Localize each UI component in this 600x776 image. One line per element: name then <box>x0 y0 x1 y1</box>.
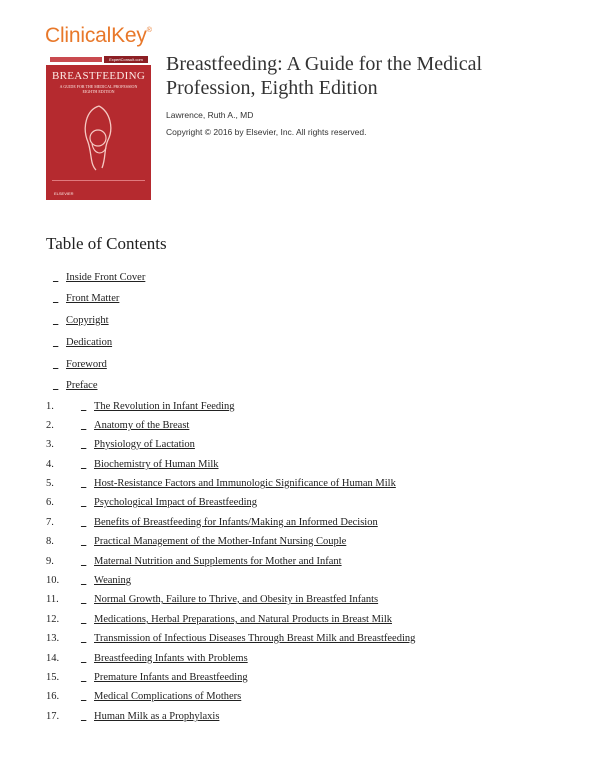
toc-bullet: _ <box>81 633 87 644</box>
cover-title: BREASTFEEDING <box>51 70 146 82</box>
toc-link-foreword[interactable]: Foreword <box>66 359 107 370</box>
book-author: Lawrence, Ruth A., MD <box>166 110 254 120</box>
toc-bullet: _ <box>53 272 59 283</box>
toc-bullet: _ <box>53 293 59 304</box>
chapter-number: 8. <box>46 536 54 547</box>
toc-bullet: _ <box>81 536 87 547</box>
chapter-link[interactable]: Psychological Impact of Breastfeeding <box>94 497 257 508</box>
chapter-link[interactable]: Medications, Herbal Preparations, and Natural Products in Breast Milk <box>94 614 393 625</box>
toc-bullet: _ <box>81 594 87 605</box>
cover-expertconsult-badge: ExpertConsult.com <box>104 56 148 63</box>
cover-edition-line: EIGHTH EDITION <box>82 89 115 94</box>
chapter-number: 12. <box>46 614 60 625</box>
chapter-number: 7. <box>46 517 54 528</box>
chapter-number: 13. <box>46 633 60 644</box>
chapter-number: 16. <box>46 691 60 702</box>
cover-subtitle <box>46 84 151 94</box>
chapter-link[interactable]: Human Milk as a Prophylaxis <box>94 711 220 722</box>
toc-link-preface[interactable]: Preface <box>66 380 98 391</box>
toc-bullet: _ <box>81 575 87 586</box>
book-copyright: Copyright © 2016 by Elsevier, Inc. All rights reserved. <box>166 127 367 137</box>
chapter-link[interactable]: Benefits of Breastfeeding for Infants/Making an Informed Decision <box>94 517 378 528</box>
chapter-link[interactable]: Physiology of Lactation <box>94 439 195 450</box>
chapter-number: 11. <box>46 594 59 605</box>
chapter-link[interactable]: Host-Resistance Factors and Immunologic Significance of Human Milk <box>94 478 396 489</box>
logo-text: ClinicalKey <box>45 24 147 47</box>
chapter-number: 4. <box>46 459 54 470</box>
cover-badge-strip <box>50 57 102 62</box>
toc-heading: Table of Contents <box>46 234 167 253</box>
clinicalkey-logo[interactable] <box>45 24 152 48</box>
toc-bullet: _ <box>81 614 87 625</box>
logo-registered-mark: ® <box>146 27 152 34</box>
book-cover-image <box>46 54 151 200</box>
chapter-link[interactable]: The Revolution in Infant Feeding <box>94 401 235 412</box>
chapter-number: 10. <box>46 575 60 586</box>
chapter-number: 2. <box>46 420 54 431</box>
chapter-link[interactable]: Premature Infants and Breastfeeding <box>94 672 248 683</box>
toc-bullet: _ <box>81 672 87 683</box>
toc-link-inside-front-cover[interactable]: Inside Front Cover <box>66 272 146 283</box>
toc-bullet: _ <box>81 556 87 567</box>
toc-bullet: _ <box>81 459 87 470</box>
toc-bullet: _ <box>53 315 59 326</box>
chapter-number: 15. <box>46 672 60 683</box>
toc-link-dedication[interactable]: Dedication <box>66 337 113 348</box>
toc-bullet: _ <box>81 711 87 722</box>
toc-bullet: _ <box>81 517 87 528</box>
toc-bullet: _ <box>81 691 87 702</box>
chapter-link[interactable]: Weaning <box>94 575 132 586</box>
chapter-number: 1. <box>46 401 54 412</box>
book-title: Breastfeeding: A Guide for the Medical Profession, Eighth Edition <box>166 53 483 99</box>
cover-subtitle-line: A GUIDE FOR THE MEDICAL PROFESSION <box>59 84 138 89</box>
chapter-link[interactable]: Practical Management of the Mother-Infant Nursing Couple <box>94 536 347 547</box>
chapter-number: 5. <box>46 478 54 489</box>
toc-bullet: _ <box>53 380 59 391</box>
toc-bullet: _ <box>81 401 87 412</box>
chapter-link[interactable]: Anatomy of the Breast <box>94 420 190 431</box>
toc-bullet: _ <box>81 497 87 508</box>
toc-link-copyright[interactable]: Copyright <box>66 315 109 326</box>
mother-child-illustration-icon <box>76 102 122 172</box>
toc-bullet: _ <box>81 478 87 489</box>
toc-bullet: _ <box>81 653 87 664</box>
toc-bullet: _ <box>81 420 87 431</box>
chapter-link[interactable]: Medical Complications of Mothers <box>94 691 242 702</box>
toc-link-front-matter[interactable]: Front Matter <box>66 293 120 304</box>
toc-bullet: _ <box>81 439 87 450</box>
chapter-link[interactable]: Biochemistry of Human Milk <box>94 459 219 470</box>
chapter-number: 3. <box>46 439 54 450</box>
chapter-link[interactable]: Breastfeeding Infants with Problems <box>94 653 248 664</box>
chapter-link[interactable]: Transmission of Infectious Diseases Through Breast Milk and Breastfeeding <box>94 633 416 644</box>
toc-bullet: _ <box>53 359 59 370</box>
chapter-number: 14. <box>46 653 60 664</box>
chapter-number: 9. <box>46 556 54 567</box>
chapter-link[interactable]: Maternal Nutrition and Supplements for Mother and Infant <box>94 556 342 567</box>
chapter-number: 17. <box>46 711 60 722</box>
toc-bullet: _ <box>53 337 59 348</box>
chapter-number: 6. <box>46 497 54 508</box>
cover-author-line <box>52 180 145 185</box>
cover-publisher: ELSEVIER <box>54 191 74 196</box>
chapter-link[interactable]: Normal Growth, Failure to Thrive, and Obesity in Breastfed Infants <box>94 594 379 605</box>
